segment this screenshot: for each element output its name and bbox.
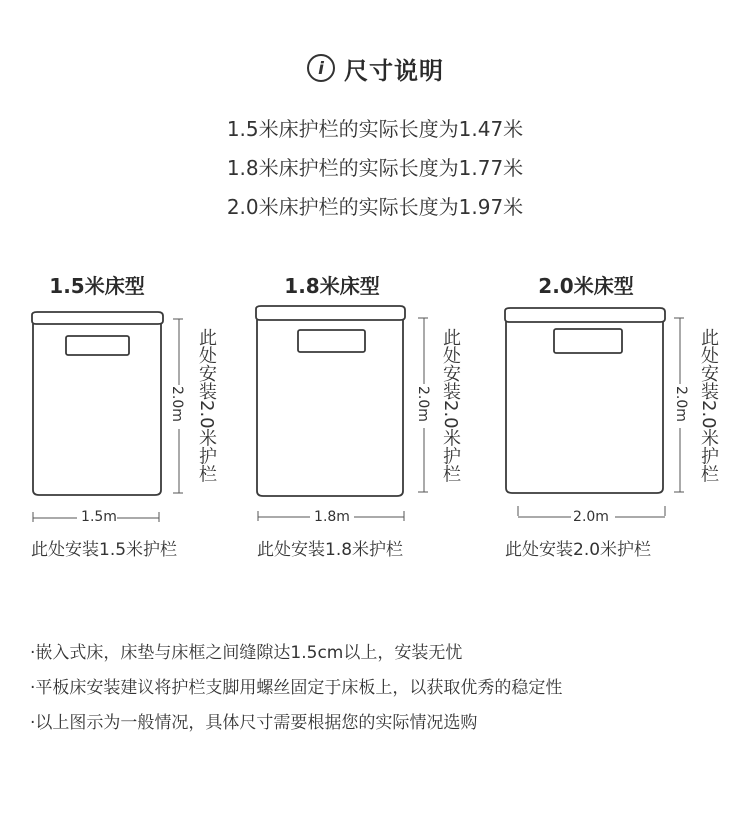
width-label-2: 1.8m: [314, 509, 350, 525]
spec-line-2: 1.8米床护栏的实际长度为1.77米: [226, 156, 524, 180]
svg-text:i: i: [318, 59, 324, 79]
side-note-2: 此处安装2.0米护栏: [440, 328, 461, 483]
bed-frame: [506, 322, 663, 493]
width-label-1: 1.5m: [81, 509, 117, 525]
bed-title-2: 1.8米床型: [284, 274, 380, 298]
width-label-3: 2.0m: [573, 509, 609, 525]
headboard: [32, 312, 163, 324]
page-title: 尺寸说明: [344, 56, 444, 85]
bed-frame: [33, 324, 161, 495]
bed-caption-3: 此处安装2.0米护栏: [505, 540, 652, 560]
bed-frame: [257, 320, 403, 496]
header: [0, 48, 750, 88]
bed-diagram-3: [497, 300, 697, 535]
pillow: [554, 329, 622, 353]
headboard: [505, 308, 665, 322]
length-label-2: 2.0m: [415, 386, 431, 422]
side-note-1: 此处安装2.0米护栏: [196, 328, 217, 483]
bed-diagram-2: [248, 300, 431, 535]
bed-caption-2: 此处安装1.8米护栏: [257, 540, 404, 560]
length-label-3: 2.0m: [673, 386, 689, 422]
note-1: ·嵌入式床，床垫与床框之间缝隙达1.5cm以上，安装无忧: [30, 643, 463, 663]
note-2: ·平板床安装建议将护栏支脚用螺丝固定于床板上，以获取优秀的稳定性: [30, 678, 563, 698]
bed-title-1: 1.5米床型: [49, 274, 145, 298]
headboard: [256, 306, 405, 320]
pillow: [66, 336, 129, 355]
info-icon: [306, 53, 336, 83]
side-note-3: 此处安装2.0米护栏: [698, 328, 719, 483]
spec-line-1: 1.5米床护栏的实际长度为1.47米: [226, 117, 524, 141]
note-3: ·以上图示为一般情况，具体尺寸需要根据您的实际情况选购: [30, 713, 478, 733]
spec-line-3: 2.0米床护栏的实际长度为1.97米: [226, 195, 524, 219]
bed-title-3: 2.0米床型: [538, 274, 634, 298]
pillow: [298, 330, 365, 352]
bed-caption-1: 此处安装1.5米护栏: [31, 540, 178, 560]
length-label-1: 2.0m: [169, 386, 185, 422]
